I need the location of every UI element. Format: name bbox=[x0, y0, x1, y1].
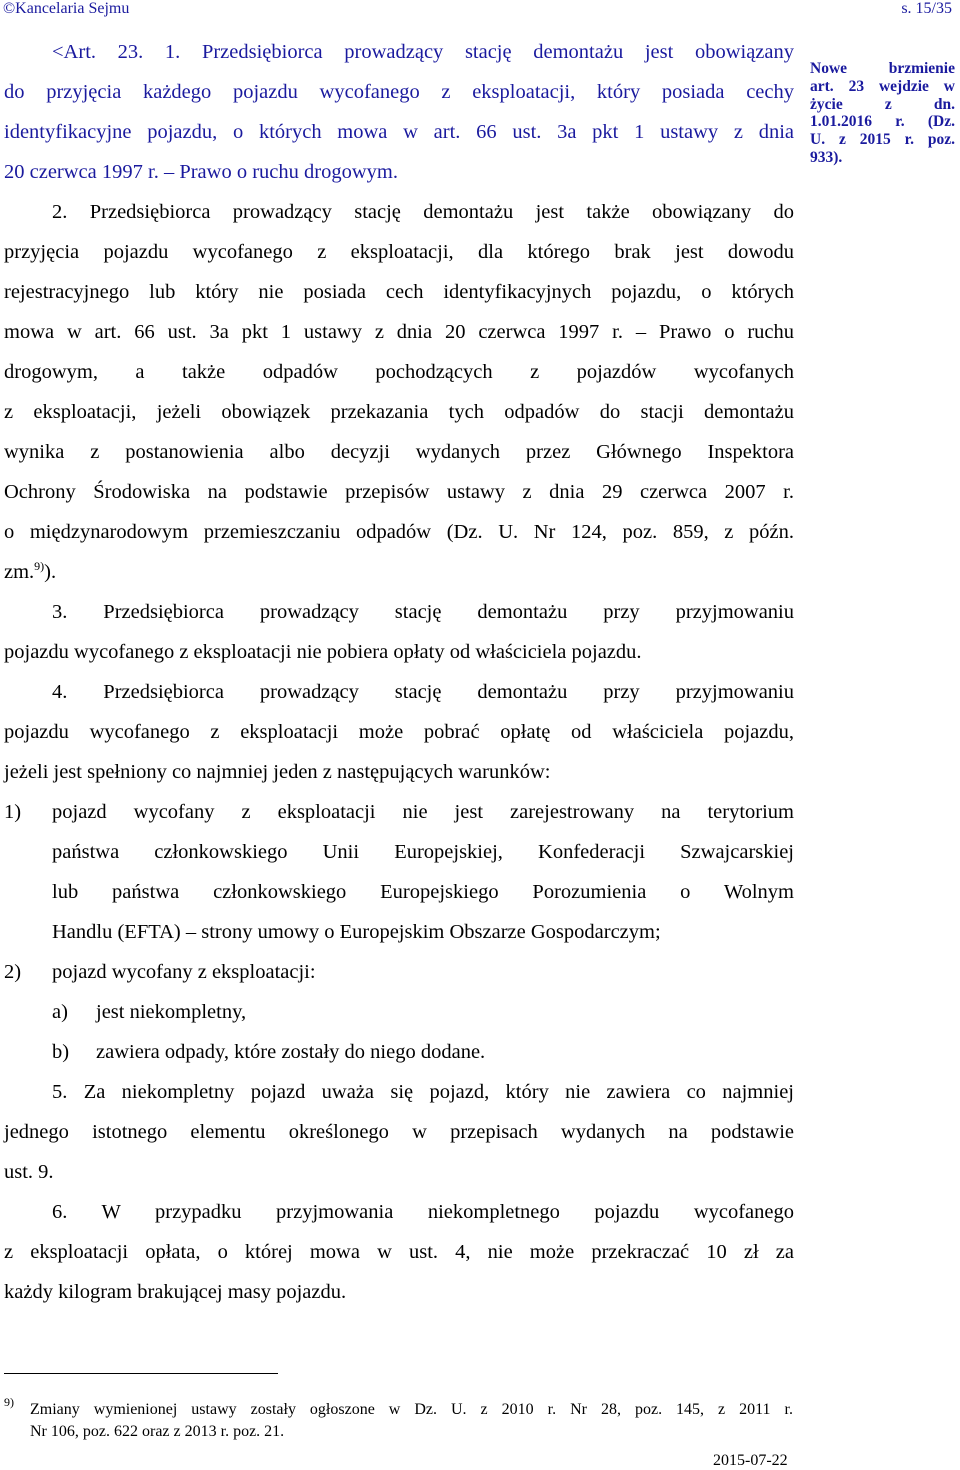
margin-note-line: Nowe brzmienie bbox=[810, 60, 955, 77]
p2-line: o międzynarodowym przemieszczaniu odpadów (Dz. U. Nr 124, poz. 859, z późn. bbox=[4, 521, 794, 543]
margin-note-line: U. z 2015 r. poz. bbox=[810, 131, 955, 149]
p2-line: wynika z postanowienia albo decyzji wydanych przez Głównego Inspektora bbox=[4, 441, 794, 463]
footer-date: 2015-07-22 bbox=[713, 1452, 788, 1469]
p2-last-text: zm. bbox=[4, 561, 35, 583]
item-1-line: pojazd wycofany z eksploatacji nie jest zarejestrowany na terytorium bbox=[52, 801, 794, 823]
item-2 bbox=[4, 952, 794, 992]
margin-note-line: 1.01.2016 r. (Dz. bbox=[810, 113, 955, 131]
p5-line: ust. 9. bbox=[4, 1161, 54, 1183]
p5-line: 5. Za niekompletny pojazd uważa się pojazd, który nie zawiera co najmniej bbox=[52, 1081, 794, 1103]
margin-note-line: 933). bbox=[810, 148, 843, 166]
p1-line: <Art. 23. 1. Przedsiębiorca prowadzący stację demontażu jest obowiązany bbox=[52, 41, 794, 63]
footnote-text bbox=[30, 1399, 793, 1443]
item-2a bbox=[4, 992, 794, 1032]
p2-line: 2. Przedsiębiorca prowadzący stację demontażu jest także obowiązany do bbox=[52, 201, 794, 223]
item-2b-text: zawiera odpady, które zostały do niego dodane. bbox=[96, 1041, 486, 1063]
p6-line: 6. W przypadku przyjmowania niekompletnego pojazdu wycofanego bbox=[52, 1201, 794, 1223]
p2-line: Ochrony Środowiska na podstawie przepisów ustawy z dnia 29 czerwca 2007 r. bbox=[4, 481, 794, 503]
p6-line: z eksploatacji opłata, o której mowa w ust. 4, nie może przekraczać 10 zł za bbox=[4, 1241, 794, 1263]
item-2b-letter: b) bbox=[52, 1041, 70, 1063]
footnote-line: Nr 106, poz. 622 oraz z 2013 r. poz. 21. bbox=[30, 1423, 285, 1440]
item-2a-letter: a) bbox=[52, 1001, 68, 1023]
footnote-ref[interactable]: 9) bbox=[34, 559, 45, 573]
p1-line: 20 czerwca 1997 r. – Prawo o ruchu drogowym. bbox=[4, 161, 398, 183]
p2-last-line bbox=[4, 552, 794, 592]
item-2-number: 2) bbox=[4, 961, 22, 983]
item-2a-text: jest niekompletny, bbox=[96, 1001, 247, 1023]
item-1-line: lub państwa członkowskiego Europejskiego Porozumienia o Wolnym bbox=[52, 881, 794, 903]
p2-line: mowa w art. 66 ust. 3a pkt 1 ustawy z dnia 20 czerwca 1997 r. – Prawo o ruchu bbox=[4, 321, 794, 343]
margin-note-line: art. 23 wejdzie w bbox=[810, 77, 955, 95]
p2-line: z eksploatacji, jeżeli obowiązek przekazania tych odpadów do stacji demontażu bbox=[4, 401, 794, 423]
header-page-number: s. 15/35 bbox=[901, 0, 952, 17]
p1-line: do przyjęcia każdego pojazdu wycofanego z eksploatacji, który posiada cechy bbox=[4, 81, 794, 103]
p2-line: rejestracyjnego lub który nie posiada cech identyfikacyjnych pojazdu, o których bbox=[4, 281, 794, 303]
p3-line: 3. Przedsiębiorca prowadzący stację demontażu przy przyjmowaniu bbox=[52, 601, 794, 623]
p4-line: pojazdu wycofanego z eksploatacji może pobrać opłatę od właściciela pojazdu, bbox=[4, 721, 794, 743]
p3-line: pojazdu wycofanego z eksploatacji nie pobiera opłaty od właściciela pojazdu. bbox=[4, 641, 642, 663]
margin-note bbox=[810, 60, 955, 167]
item-1-line: Handlu (EFTA) – strony umowy o Europejskim Obszarze Gospodarczym; bbox=[52, 921, 661, 943]
item-2b bbox=[4, 1032, 794, 1072]
header-left: ©Kancelaria Sejmu bbox=[3, 0, 130, 17]
item-1 bbox=[4, 792, 794, 832]
item-2-text: pojazd wycofany z eksploatacji: bbox=[52, 961, 316, 983]
item-1-line: państwa członkowskiego Unii Europejskiej, Konfederacji Szwajcarskiej bbox=[52, 841, 794, 863]
p2-line: przyjęcia pojazdu wycofanego z eksploatacji, dla którego brak jest dowodu bbox=[4, 241, 794, 263]
p5-line: jednego istotnego elementu określonego w przepisach wydanych na podstawie bbox=[4, 1121, 794, 1143]
footnote-line: Zmiany wymienionej ustawy zostały ogłoszone w Dz. U. z 2010 r. Nr 28, poz. 145, z 2011 r. bbox=[30, 1401, 793, 1418]
p2-last-close: ). bbox=[44, 561, 57, 583]
footnote-mark: 9) bbox=[4, 1395, 14, 1409]
margin-note-line: życie z dn. bbox=[810, 95, 955, 113]
p6-line: każdy kilogram brakującej masy pojazdu. bbox=[4, 1281, 347, 1303]
footnote-divider bbox=[4, 1373, 278, 1374]
item-1-number: 1) bbox=[4, 801, 22, 823]
p4-line: 4. Przedsiębiorca prowadzący stację demontażu przy przyjmowaniu bbox=[52, 681, 794, 703]
p1-line: identyfikacyjne pojazdu, o których mowa w art. 66 ust. 3a pkt 1 ustawy z dnia bbox=[4, 121, 794, 143]
p4-line: jeżeli jest spełniony co najmniej jeden z następujących warunków: bbox=[4, 761, 551, 783]
document-body bbox=[4, 32, 794, 1312]
p2-line: drogowym, a także odpadów pochodzących z pojazdów wycofanych bbox=[4, 361, 794, 383]
